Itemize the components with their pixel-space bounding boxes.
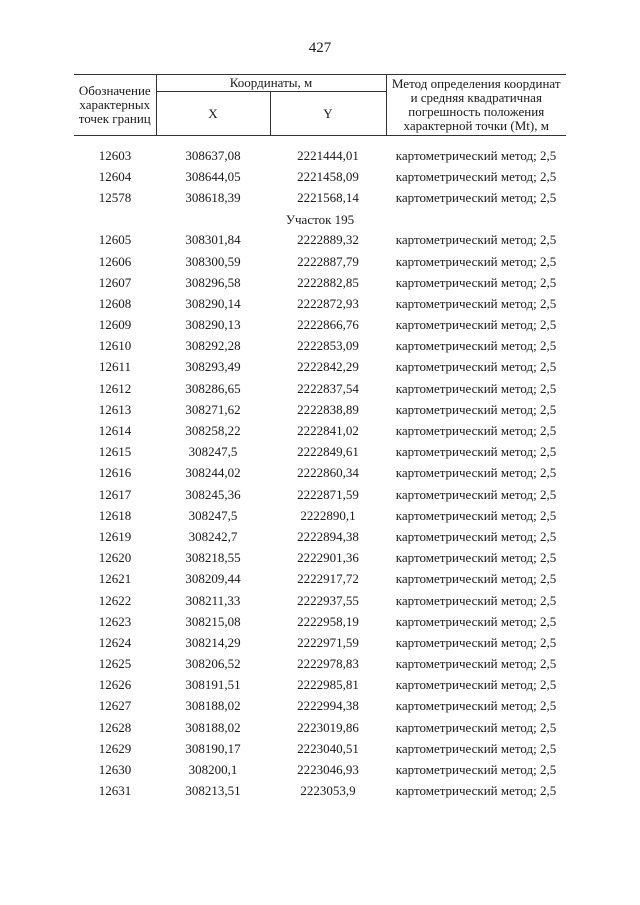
method-cell: картометрический метод; 2,5 (395, 168, 557, 184)
table-row (74, 717, 566, 738)
point-id-cell: 12606 (98, 253, 132, 269)
coord-x-cell: 308209,44 (185, 571, 241, 587)
method-cell: картометрический метод; 2,5 (395, 232, 557, 248)
coord-y-cell: 2222894,38 (297, 528, 359, 544)
coord-y-cell: 2222872,93 (297, 295, 359, 311)
table-row (74, 590, 566, 611)
coord-y-cell: 2222971,59 (297, 634, 359, 650)
coord-x-cell: 308188,02 (185, 698, 241, 714)
method-cell: картометрический метод; 2,5 (395, 507, 557, 523)
point-id-cell: 12578 (98, 189, 132, 205)
table-row (74, 675, 566, 696)
table-row (74, 378, 566, 399)
table-row (74, 442, 566, 463)
point-id-cell: 12609 (98, 317, 132, 333)
point-id-cell: 12612 (98, 380, 132, 396)
table-row (74, 781, 566, 802)
method-cell: картометрический метод; 2,5 (395, 359, 557, 375)
method-cell: картометрический метод; 2,5 (395, 317, 557, 333)
coord-x-cell: 308191,51 (185, 677, 241, 693)
coord-x-cell: 308293,49 (185, 359, 241, 375)
section-title: Участок 195 (285, 211, 355, 227)
coord-x-cell: 308244,02 (185, 465, 241, 481)
method-cell: картометрический метод; 2,5 (395, 698, 557, 714)
coord-y-cell: 2222882,85 (297, 274, 359, 290)
coord-y-cell: 2222849,61 (297, 444, 359, 460)
coord-x-cell: 308211,33 (185, 592, 241, 608)
point-id-cell: 12617 (98, 486, 132, 502)
point-id-cell: 12629 (98, 740, 132, 756)
coord-x-cell: 308300,59 (185, 253, 241, 269)
coord-y-cell: 2222937,55 (297, 592, 359, 608)
method-cell: картометрический метод; 2,5 (395, 634, 557, 650)
table-row (74, 315, 566, 336)
header-method: Метод определения координат и средняя квадратичная погрешность положения характерной точки (Mt), м (386, 75, 566, 136)
coord-x-cell: 308247,5 (188, 507, 238, 523)
method-cell: картометрический метод; 2,5 (395, 783, 557, 799)
page-number: 427 (308, 40, 332, 56)
coord-y-cell: 2223046,93 (297, 762, 359, 778)
point-id-cell: 12607 (98, 274, 132, 290)
point-id-cell: 12628 (98, 719, 132, 735)
point-id-cell: 12631 (98, 783, 132, 799)
method-cell: картометрический метод; 2,5 (395, 401, 557, 417)
coord-x-cell: 308271,62 (185, 401, 241, 417)
point-id-cell: 12614 (98, 423, 132, 439)
header-y: Y (270, 92, 386, 136)
coord-y-cell: 2222841,02 (297, 423, 359, 439)
point-id-cell: 12625 (98, 656, 132, 672)
coord-y-cell: 2222871,59 (297, 486, 359, 502)
coord-x-cell: 308245,36 (185, 486, 241, 502)
point-id-cell: 12613 (98, 401, 132, 417)
coord-y-cell: 2222889,32 (297, 232, 359, 248)
point-id-cell: 12611 (98, 359, 132, 375)
point-id-cell: 12618 (98, 507, 132, 523)
coord-y-cell: 2222994,38 (297, 698, 359, 714)
table-row (74, 272, 566, 293)
coord-x-cell: 308190,17 (185, 740, 241, 756)
point-id-cell: 12622 (98, 592, 132, 608)
point-id-cell: 12610 (98, 338, 132, 354)
table-row (74, 548, 566, 569)
coord-x-cell: 308286,65 (185, 380, 241, 396)
point-id-cell: 12627 (98, 698, 132, 714)
table-row (74, 611, 566, 632)
table-body (74, 145, 566, 802)
method-cell: картометрический метод; 2,5 (395, 147, 557, 163)
table-row (74, 187, 566, 208)
coord-y-cell: 2223040,51 (297, 740, 359, 756)
coord-x-cell: 308215,08 (185, 613, 241, 629)
table-row (74, 336, 566, 357)
coord-x-cell: 308258,22 (185, 423, 241, 439)
coord-x-cell: 308618,39 (185, 189, 241, 205)
method-cell: картометрический метод; 2,5 (395, 571, 557, 587)
header-designation: Обозначение характерных точек границ (74, 75, 156, 136)
method-cell: картометрический метод; 2,5 (395, 444, 557, 460)
header-coordinates: Координаты, м (156, 75, 386, 92)
table-row (74, 696, 566, 717)
coord-y-cell: 2222838,89 (297, 401, 359, 417)
method-cell: картометрический метод; 2,5 (395, 295, 557, 311)
coord-y-cell: 2222853,09 (297, 338, 359, 354)
table-row (74, 420, 566, 441)
header-x: X (156, 92, 270, 136)
point-id-cell: 12624 (98, 634, 132, 650)
method-cell: картометрический метод; 2,5 (395, 762, 557, 778)
table-header (74, 74, 566, 136)
table-row (74, 230, 566, 251)
coord-y-cell: 2222958,19 (297, 613, 359, 629)
point-id-cell: 12619 (98, 528, 132, 544)
table-row (74, 399, 566, 420)
point-id-cell: 12616 (98, 465, 132, 481)
coord-x-cell: 308296,58 (185, 274, 241, 290)
method-cell: картометрический метод; 2,5 (395, 274, 557, 290)
method-cell: картометрический метод; 2,5 (395, 528, 557, 544)
coord-x-cell: 308214,29 (185, 634, 241, 650)
coord-y-cell: 2222890,1 (300, 507, 356, 523)
method-cell: картометрический метод; 2,5 (395, 719, 557, 735)
coord-x-cell: 308200,1 (188, 762, 238, 778)
method-cell: картометрический метод; 2,5 (395, 189, 557, 205)
method-cell: картометрический метод; 2,5 (395, 380, 557, 396)
table-row (74, 759, 566, 780)
coord-y-cell: 2222978,83 (297, 656, 359, 672)
table-row (74, 505, 566, 526)
method-cell: картометрический метод; 2,5 (395, 613, 557, 629)
point-id-cell: 12626 (98, 677, 132, 693)
coord-y-cell: 2222901,36 (297, 550, 359, 566)
table-row (74, 251, 566, 272)
coord-x-cell: 308247,5 (188, 444, 238, 460)
coord-y-cell: 2221444,01 (297, 147, 359, 163)
method-cell: картометрический метод; 2,5 (395, 677, 557, 693)
coord-y-cell: 2221458,09 (297, 168, 359, 184)
table-row (74, 463, 566, 484)
point-id-cell: 12604 (98, 168, 132, 184)
table-row (74, 569, 566, 590)
method-cell: картометрический метод; 2,5 (395, 423, 557, 439)
coord-x-cell: 308242,7 (188, 528, 238, 544)
point-id-cell: 12605 (98, 232, 132, 248)
table-row (74, 293, 566, 314)
coord-x-cell: 308218,55 (185, 550, 241, 566)
coord-x-cell: 308290,13 (185, 317, 241, 333)
method-cell: картометрический метод; 2,5 (395, 550, 557, 566)
coord-y-cell: 2222842,29 (297, 359, 359, 375)
coord-y-cell: 2221568,14 (297, 189, 359, 205)
coord-y-cell: 2223019,86 (297, 719, 359, 735)
table-row (74, 526, 566, 547)
coord-x-cell: 308213,51 (185, 783, 241, 799)
method-cell: картометрический метод; 2,5 (395, 465, 557, 481)
coord-x-cell: 308644,05 (185, 168, 241, 184)
method-cell: картометрический метод; 2,5 (395, 592, 557, 608)
coord-y-cell: 2222860,34 (297, 465, 359, 481)
method-cell: картометрический метод; 2,5 (395, 740, 557, 756)
point-id-cell: 12603 (98, 147, 132, 163)
point-id-cell: 12608 (98, 295, 132, 311)
table-row (74, 654, 566, 675)
method-cell: картометрический метод; 2,5 (395, 486, 557, 502)
coord-x-cell: 308292,28 (185, 338, 241, 354)
method-cell: картометрический метод; 2,5 (395, 656, 557, 672)
method-cell: картометрический метод; 2,5 (395, 338, 557, 354)
table-row (74, 738, 566, 759)
table-row (74, 357, 566, 378)
coord-x-cell: 308188,02 (185, 719, 241, 735)
coord-x-cell: 308206,52 (185, 656, 241, 672)
coord-y-cell: 2222887,79 (297, 253, 359, 269)
coord-y-cell: 2223053,9 (300, 783, 356, 799)
coord-y-cell: 2222917,72 (297, 571, 359, 587)
coord-x-cell: 308637,08 (185, 147, 241, 163)
table-row (74, 632, 566, 653)
coord-y-cell: 2222866,76 (297, 317, 359, 333)
point-id-cell: 12621 (98, 571, 132, 587)
table-row (74, 166, 566, 187)
coord-x-cell: 308301,84 (185, 232, 241, 248)
method-cell: картометрический метод; 2,5 (395, 253, 557, 269)
point-id-cell: 12620 (98, 550, 132, 566)
point-id-cell: 12615 (98, 444, 132, 460)
table-row (74, 145, 566, 166)
coord-x-cell: 308290,14 (185, 295, 241, 311)
coord-y-cell: 2222985,81 (297, 677, 359, 693)
coord-y-cell: 2222837,54 (297, 380, 359, 396)
point-id-cell: 12630 (98, 762, 132, 778)
point-id-cell: 12623 (98, 613, 132, 629)
table-row (74, 484, 566, 505)
